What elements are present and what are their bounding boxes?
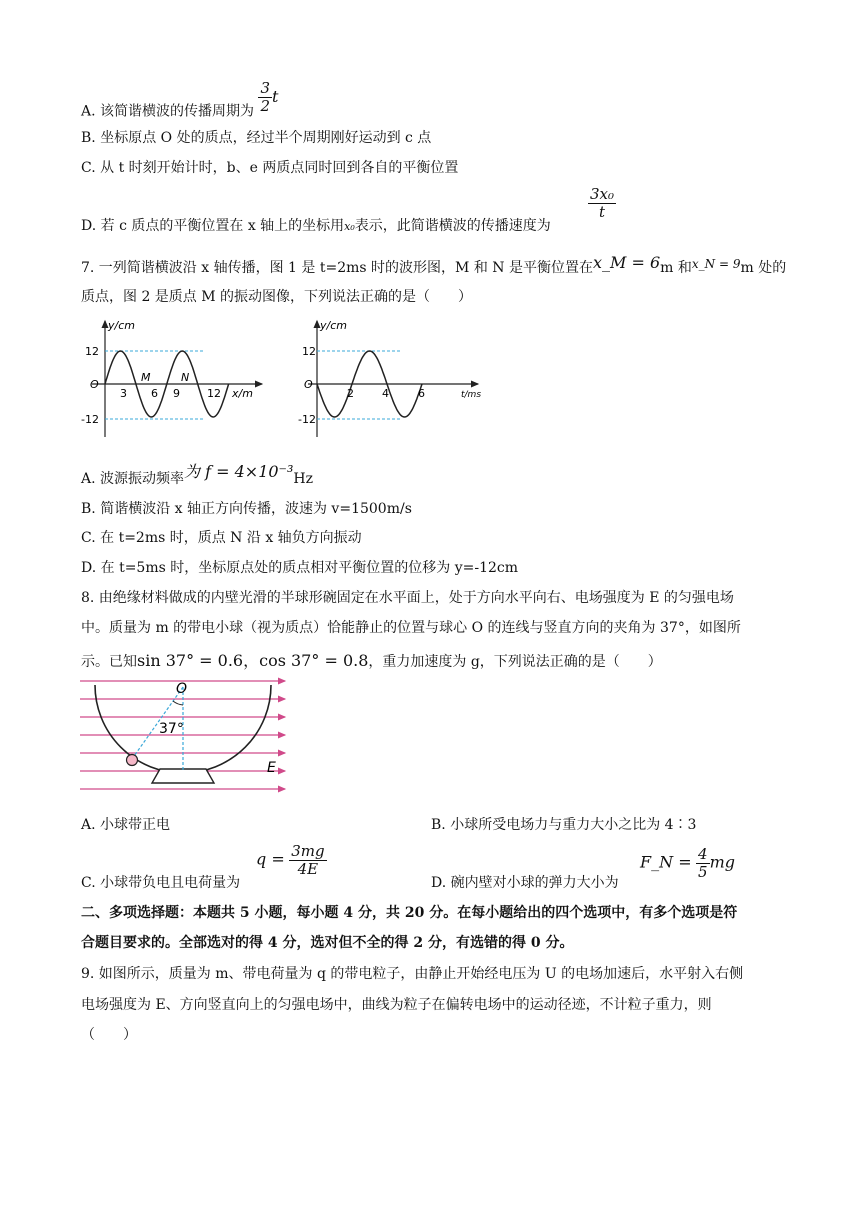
fig2-ytick-neg12: -12 xyxy=(298,413,316,426)
center-label-o: O xyxy=(176,681,188,697)
fig1-ytick-12: 12 xyxy=(85,345,99,358)
q6-option-b: B. 坐标原点 O 处的质点，经过半个周期刚好运动到 c 点 xyxy=(81,130,432,146)
fig2-ytick-12: 12 xyxy=(302,345,316,358)
fig1-label-m: M xyxy=(141,371,151,384)
q8-option-a: A. 小球带正电 xyxy=(81,817,171,833)
fig2-origin: O xyxy=(304,378,313,391)
q6-option-c: C. 从 t 时刻开始计时，b、e 两质点同时回到各自的平衡位置 xyxy=(81,160,459,176)
q8-option-c: C. 小球带负电且电荷量为 xyxy=(81,875,241,891)
q8-figure-bowl-field xyxy=(80,677,290,805)
charged-ball xyxy=(127,755,138,766)
section2-heading-line1: 二、多项选择题：本题共 5 小题，每小题 4 分，共 20 分。在每小题给出的四个选项中，有多个选项是符 xyxy=(81,905,738,921)
fig2-xtick-6: 6 xyxy=(418,387,425,400)
q6-a-fraction: $\frac{3}{2}$ xyxy=(260,79,271,115)
fig1-xtick-6: 6 xyxy=(151,387,158,400)
q6-option-a: A. 该简谐横波的传播周期为 $\frac{3}{2}$ t xyxy=(81,79,279,120)
q6-option-d: D. 若 c 质点的平衡位置在 x 轴上的坐标用x₀表示，此简谐横波的传播速度为 xyxy=(81,218,551,234)
q7-figure-2-vibration-graph xyxy=(300,315,490,440)
q9-stem-line3: （ ） xyxy=(81,1027,137,1043)
q7-option-b: B. 简谐横波沿 x 轴正方向传播，波速为 v=1500m/s xyxy=(81,501,412,517)
q7-option-c: C. 在 t=2ms 时，质点 N 沿 x 轴负方向振动 xyxy=(81,530,362,546)
q8-d-formula: F_N = $\frac{4}{5}$ mg xyxy=(640,845,736,881)
q8-stem-line2: 中。质量为 m 的带电小球（视为质点）恰能静止的位置与球心 O 的连线与竖直方向的夹角为 37°，如图所 xyxy=(81,620,741,636)
angle-arc xyxy=(173,701,183,705)
q6-d-fraction: $\frac{\text{3x₀}}{t}$ xyxy=(590,185,615,221)
q8-option-b: B. 小球所受电场力与重力大小之比为 4∶3 xyxy=(431,817,697,833)
fig1-ylabel: y/cm xyxy=(108,319,135,332)
q7-option-d: D. 在 t=5ms 时，坐标原点处的质点相对平衡位置的位移为 y=-12cm xyxy=(81,560,518,576)
bowl-base xyxy=(152,769,214,783)
fig2-xtick-2: 2 xyxy=(347,387,354,400)
fig1-xlabel: x/m xyxy=(232,387,253,400)
q9-stem-line2: 电场强度为 E、方向竖直向上的匀强电场中，曲线为粒子在偏转电场中的运动径迹，不计粒子重力，则 xyxy=(81,997,712,1013)
angle-label: 37° xyxy=(159,721,184,737)
q8-c-formula: q = $\frac{3mg}{4E}$ xyxy=(256,842,325,878)
field-label-e: E xyxy=(267,760,276,776)
q8-stem-line3: 示。已知sin 37° = 0.6，cos 37° = 0.8，重力加速度为 g，下列说法正确的是（ ） xyxy=(81,651,662,670)
q7-stem-line1: 7. 一列简谐横波沿 x 轴传播，图 1 是 t=2ms 时的波形图，M 和 N 是平衡位置在x_M = 6m 和x_N = 9m 处的 xyxy=(81,253,787,276)
q7-option-a: A. 波源振动频率为 f = 4×10⁻³Hz xyxy=(81,462,314,487)
section2-heading-line2: 合题目要求的。全部选对的得 4 分，选对但不全的得 2 分，有选错的得 0 分。 xyxy=(81,935,574,951)
q7-stem-line2: 质点，图 2 是质点 M 的振动图像，下列说法正确的是（ ） xyxy=(81,289,473,305)
q8-option-d: D. 碗内壁对小球的弹力大小为 xyxy=(431,875,619,891)
q7-figure-1-wave-graph xyxy=(80,315,270,440)
fig1-xtick-3: 3 xyxy=(120,387,127,400)
fig1-label-n: N xyxy=(181,371,190,384)
fig2-ylabel: y/cm xyxy=(320,319,347,332)
fig1-xtick-9: 9 xyxy=(173,387,180,400)
q9-stem-line1: 9. 如图所示，质量为 m、带电荷量为 q 的带电粒子，由静止开始经电压为 U 的电场加速后，水平射入右侧 xyxy=(81,966,744,982)
fig1-origin: O xyxy=(90,378,99,391)
fig2-xlabel: t/ms xyxy=(461,390,482,400)
fig2-xtick-4: 4 xyxy=(382,387,389,400)
q8-stem-line1: 8. 由绝缘材料做成的内壁光滑的半球形碗固定在水平面上，处于方向水平向右、电场强度为 E 的匀强电场 xyxy=(81,590,734,606)
fig1-xtick-12: 12 xyxy=(207,387,221,400)
fig1-ytick-neg12: -12 xyxy=(81,413,99,426)
